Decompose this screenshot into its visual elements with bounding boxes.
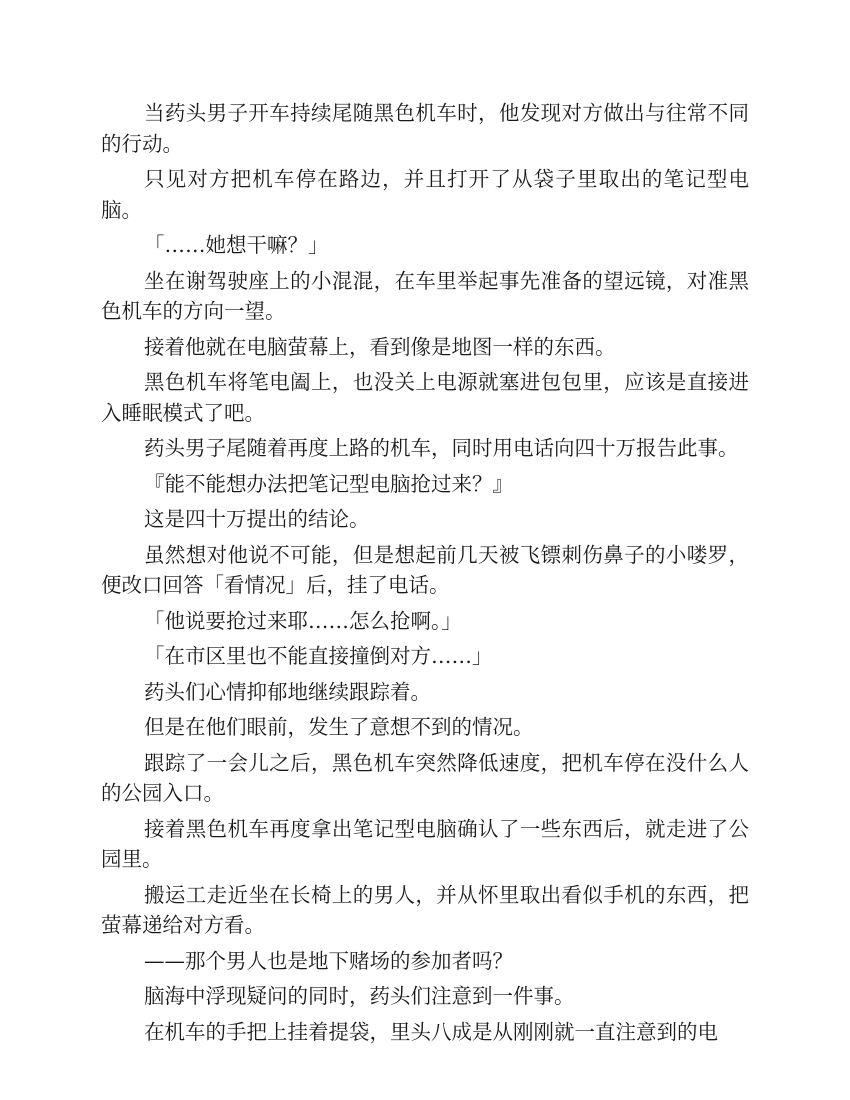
paragraph: 在机车的手把上挂着提袋，里头八成是从刚刚就一直注意到的电	[144, 1019, 719, 1044]
paragraph: 搬运工走近坐在长椅上的男人，并从怀里取出看似手机的东西，把萤幕递给对方看。	[101, 882, 749, 937]
paragraph: 「……她想干嘛？」	[144, 233, 329, 257]
paragraph: 「在市区里也不能直接撞倒对方……」	[144, 644, 493, 668]
paragraph: 但是在他们眼前，发生了意想不到的情况。	[144, 715, 534, 739]
paragraph: 药头男子尾随着再度上路的机车，同时用电话向四十万报告此事。	[144, 436, 739, 460]
paragraph: 跟踪了一会儿之后，黑色机车突然降低速度，把机车停在没什么人的公园入口。	[101, 750, 749, 805]
paragraph: ——那个男人也是地下赌场的参加者吗？	[144, 948, 514, 973]
paragraph: 『能不能想办法把笔记型电脑抢过来？』	[144, 471, 514, 496]
paragraph: 当药头男子开车持续尾随黑色机车时，他发现对方做出与往常不同的行动。	[101, 101, 749, 156]
paragraph: 接着黑色机车再度拿出笔记型电脑确认了一些东西后，就走进了公园里。	[101, 816, 749, 871]
paragraph: 脑海中浮现疑问的同时，药头们注意到一件事。	[144, 984, 575, 1008]
paragraph: 药头们心情抑郁地继续跟踪着。	[144, 679, 432, 704]
paragraph: 「他说要抢过来耶……怎么抢啊。」	[144, 608, 462, 633]
document-page	[101, 98, 749, 1052]
paragraph: 黑色机车将笔电阖上，也没关上电源就塞进包包里，应该是直接进入睡眠模式了吧。	[101, 370, 749, 425]
paragraph: 只见对方把机车停在路边，并且打开了从袋子里取出的笔记型电脑。	[101, 167, 749, 222]
paragraph: 坐在谢驾驶座上的小混混，在车里举起事先准备的望远镜，对准黑色机车的方向一望。	[101, 268, 749, 323]
paragraph: 这是四十万提出的结论。	[144, 507, 370, 531]
paragraph: 虽然想对他说不可能，但是想起前几天被飞镖刺伤鼻子的小喽罗，便改口回答「看情况」后，挂了电话。	[101, 542, 749, 597]
paragraph: 接着他就在电脑萤幕上，看到像是地图一样的东西。	[144, 334, 616, 359]
